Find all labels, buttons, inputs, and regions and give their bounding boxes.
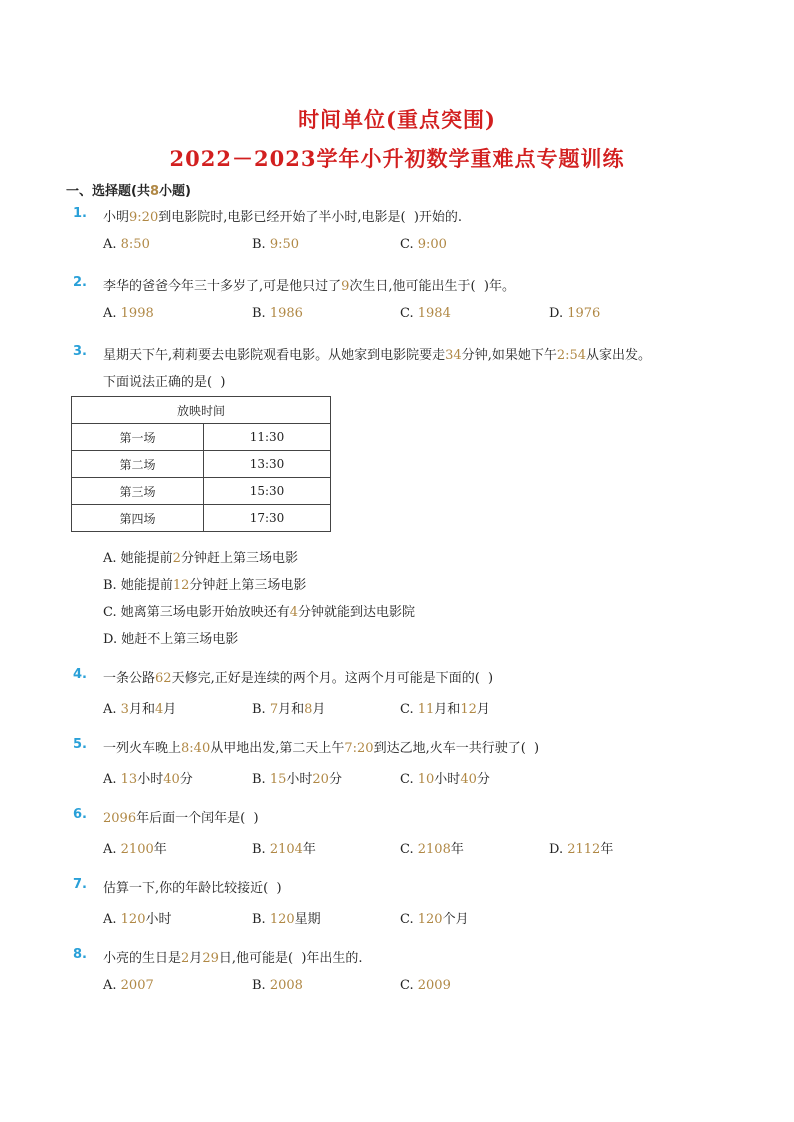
number-text: 1986 <box>269 306 303 321</box>
number-text: 120 <box>417 912 443 927</box>
text-segment: ) <box>276 881 282 896</box>
option-c[interactable] <box>400 908 469 927</box>
text-segment: 年 <box>600 842 614 857</box>
number-text: 2096 <box>103 811 137 826</box>
text-segment: 估算一下,你的年龄比较接近( <box>103 881 269 896</box>
text-segment: 个月 <box>442 912 469 927</box>
text-segment: B. <box>252 912 270 927</box>
text-segment: 从家出发。 <box>586 348 652 363</box>
schedule-table <box>71 396 331 532</box>
text-segment: A. <box>103 702 121 717</box>
table-cell: 第三场 <box>72 478 204 505</box>
text-segment: )年出生的. <box>301 951 363 966</box>
text-segment: 月 <box>163 702 177 717</box>
text-segment: 小时 <box>286 772 313 787</box>
text-segment: 小时 <box>434 772 461 787</box>
number-text: 8 <box>304 702 313 717</box>
option-d[interactable] <box>549 838 613 857</box>
question-text-line-2 <box>103 371 225 390</box>
text-segment: 年 <box>153 842 167 857</box>
text-segment: 天修完,正好是连续的两个月。这两个月可能是下面的( <box>171 671 480 686</box>
table-cell: 17:30 <box>204 505 331 532</box>
number-text: 120 <box>269 912 295 927</box>
answer-blank <box>480 671 488 686</box>
question-number: 8. <box>73 947 87 962</box>
text-segment: 分 <box>476 772 490 787</box>
number-text: 7:20 <box>344 741 374 756</box>
table-cell: 13:30 <box>204 451 331 478</box>
text-segment: 下面说法正确的是( <box>103 375 213 390</box>
option-c[interactable] <box>400 978 451 993</box>
number-text: 3 <box>120 702 129 717</box>
table-cell: 第一场 <box>72 424 204 451</box>
text-segment: A. <box>103 237 121 252</box>
text-segment: A. <box>103 978 121 993</box>
text-segment: A. <box>103 772 121 787</box>
number-text: 2108 <box>417 842 451 857</box>
text-segment: D. 她赶不上第三场电影 <box>103 632 239 647</box>
question-number: 2. <box>73 275 87 290</box>
text-segment: 小时 <box>137 772 164 787</box>
number-text: 9:20 <box>129 210 159 225</box>
text-segment: 小明 <box>103 210 130 225</box>
table-cell: 第四场 <box>72 505 204 532</box>
number-text: 9:00 <box>417 237 447 252</box>
text-segment: 分 <box>179 772 193 787</box>
text-segment: 小亮的生日是 <box>103 951 182 966</box>
number-text: 62 <box>155 671 172 686</box>
option-a[interactable] <box>103 978 154 993</box>
text-segment: B. <box>252 772 270 787</box>
text-segment: 月和 <box>128 702 155 717</box>
option-b[interactable] <box>252 306 303 321</box>
text-segment: ) <box>488 671 494 686</box>
text-segment: B. <box>252 842 270 857</box>
answer-blank <box>406 210 414 225</box>
number-text: 12 <box>460 702 477 717</box>
number-text: 8:40 <box>181 741 211 756</box>
text-segment: 分钟就能到达电影院 <box>298 605 416 620</box>
number-text: 1984 <box>417 306 451 321</box>
text-segment: A. 她能提前 <box>103 551 173 566</box>
text-segment: 小时 <box>145 912 172 927</box>
question-number: 5. <box>73 737 87 752</box>
number-text: 4 <box>289 605 299 620</box>
text-segment: C. <box>400 772 418 787</box>
number-text: 2:54 <box>556 348 587 363</box>
text-segment: 年后面一个闰年是( <box>136 811 246 826</box>
text-segment: 到电影院时,电影已经开始了半小时,电影是( <box>158 210 406 225</box>
question-number: 1. <box>73 206 87 221</box>
option-a[interactable] <box>103 908 172 927</box>
section-prefix: 一、选择题(共 <box>66 184 150 199</box>
option-d[interactable] <box>103 628 238 647</box>
text-segment: ) <box>220 375 226 390</box>
text-segment: 日,他可能是( <box>218 951 294 966</box>
number-text: 2007 <box>120 978 154 993</box>
option-c[interactable] <box>400 768 490 787</box>
text-segment: 月 <box>312 702 326 717</box>
number-text: 20 <box>312 772 329 787</box>
number-text: 4 <box>154 702 164 717</box>
text-segment: 李华的爸爸今年三十多岁了,可是他只过了 <box>103 279 342 294</box>
number-text: 2100 <box>120 842 154 857</box>
question-text <box>103 737 539 756</box>
number-text: 40 <box>163 772 180 787</box>
text-segment: 年 <box>450 842 464 857</box>
question-number: 3. <box>73 344 87 359</box>
option-c[interactable] <box>400 838 464 857</box>
question-text <box>103 344 651 363</box>
option-b[interactable] <box>252 768 342 787</box>
number-text: 8:50 <box>120 237 150 252</box>
number-text: 2008 <box>269 978 303 993</box>
text-segment: 一列火车晚上 <box>103 741 182 756</box>
table-cell: 第二场 <box>72 451 204 478</box>
question-number: 7. <box>73 877 87 892</box>
text-segment: C. <box>400 702 418 717</box>
text-segment: C. <box>400 306 418 321</box>
number-text: 120 <box>120 912 146 927</box>
question-text <box>103 877 282 896</box>
table-row <box>72 451 331 478</box>
text-segment: ) <box>534 741 540 756</box>
number-text: 10 <box>417 772 435 787</box>
option-a[interactable] <box>103 698 176 717</box>
number-text: 11 <box>417 702 435 717</box>
question-text <box>103 947 363 966</box>
title-line-2: 2022－2023学年小升初数学重难点专题训练 <box>169 146 625 171</box>
question-number: 4. <box>73 667 87 682</box>
number-text: 9:50 <box>269 237 300 252</box>
number-text: 34 <box>445 348 462 363</box>
section-suffix: 小题) <box>159 184 191 199</box>
text-segment: 次生日,他可能出生于( <box>349 279 476 294</box>
text-segment: 年 <box>302 842 316 857</box>
title-line-1: 时间单位(重点突围) <box>298 107 496 132</box>
question-text <box>103 667 493 686</box>
option-a[interactable] <box>103 306 154 321</box>
option-a[interactable] <box>103 547 298 566</box>
table-cell: 15:30 <box>204 478 331 505</box>
text-segment: B. <box>252 978 270 993</box>
text-segment: 从甲地出发,第二天上午 <box>210 741 345 756</box>
table-row <box>72 505 331 532</box>
number-text: 40 <box>460 772 477 787</box>
text-segment: B. 她能提前 <box>103 578 173 593</box>
text-segment: C. <box>400 237 418 252</box>
question-number: 6. <box>73 807 87 822</box>
text-segment: C. 她离第三场电影开始放映还有 <box>103 605 290 620</box>
number-text: 2104 <box>269 842 303 857</box>
option-d[interactable] <box>549 306 600 321</box>
text-segment: ) <box>253 811 259 826</box>
table-header: 放映时间 <box>72 397 331 424</box>
text-segment: B. <box>252 237 270 252</box>
number-text: 2 <box>181 951 190 966</box>
option-b[interactable] <box>252 698 325 717</box>
option-c[interactable] <box>103 601 415 620</box>
number-text: 7 <box>269 702 279 717</box>
option-b[interactable] <box>252 908 321 927</box>
number-text: 12 <box>172 578 190 593</box>
table-row <box>72 424 331 451</box>
text-segment: )开始的. <box>413 210 463 225</box>
text-segment: C. <box>400 842 418 857</box>
number-text: 2112 <box>567 842 601 857</box>
number-text: 1976 <box>567 306 601 321</box>
text-segment: 星期 <box>294 912 321 927</box>
number-text: 2009 <box>417 978 451 993</box>
number-text: 9 <box>341 279 350 294</box>
text-segment: A. <box>103 842 121 857</box>
text-segment: B. <box>252 306 270 321</box>
section-count: 8 <box>149 184 159 199</box>
text-segment: 星期天下午,莉莉要去电影院观看电影。从她家到电影院要走 <box>103 348 446 363</box>
text-segment: 一条公路 <box>103 671 156 686</box>
text-segment: 分 <box>328 772 342 787</box>
option-b[interactable] <box>252 838 316 857</box>
table-cell: 11:30 <box>204 424 331 451</box>
text-segment: C. <box>400 912 418 927</box>
option-c[interactable] <box>400 698 490 717</box>
number-text: 1998 <box>120 306 154 321</box>
text-segment: A. <box>103 912 121 927</box>
text-segment: 月和 <box>434 702 461 717</box>
answer-blank <box>526 741 534 756</box>
text-segment: 月 <box>189 951 203 966</box>
section-heading <box>66 180 191 199</box>
number-text: 13 <box>120 772 138 787</box>
question-text <box>103 206 462 225</box>
text-segment: D. <box>549 306 568 321</box>
number-text: 15 <box>269 772 287 787</box>
option-b[interactable] <box>252 237 299 252</box>
text-segment: 分钟赶上第三场电影 <box>180 551 298 566</box>
text-segment: )年。 <box>483 279 515 294</box>
option-b[interactable] <box>252 978 303 993</box>
text-segment: 分钟赶上第三场电影 <box>189 578 307 593</box>
text-segment: C. <box>400 978 418 993</box>
text-segment: D. <box>549 842 568 857</box>
text-segment: 月 <box>476 702 490 717</box>
option-b[interactable] <box>103 574 306 593</box>
number-text: 29 <box>202 951 219 966</box>
text-segment: B. <box>252 702 270 717</box>
number-text: 2 <box>172 551 181 566</box>
option-a[interactable] <box>103 838 167 857</box>
answer-blank <box>476 279 484 294</box>
question-text <box>103 275 515 294</box>
option-a[interactable] <box>103 768 193 787</box>
text-segment: A. <box>103 306 121 321</box>
option-c[interactable] <box>400 237 447 252</box>
text-segment: 分钟,如果她下午 <box>461 348 557 363</box>
option-c[interactable] <box>400 306 451 321</box>
text-segment: 到达乙地,火车一共行驶了( <box>373 741 526 756</box>
option-a[interactable] <box>103 237 150 252</box>
question-text <box>103 807 259 826</box>
text-segment: 月和 <box>278 702 305 717</box>
table-row <box>72 478 331 505</box>
